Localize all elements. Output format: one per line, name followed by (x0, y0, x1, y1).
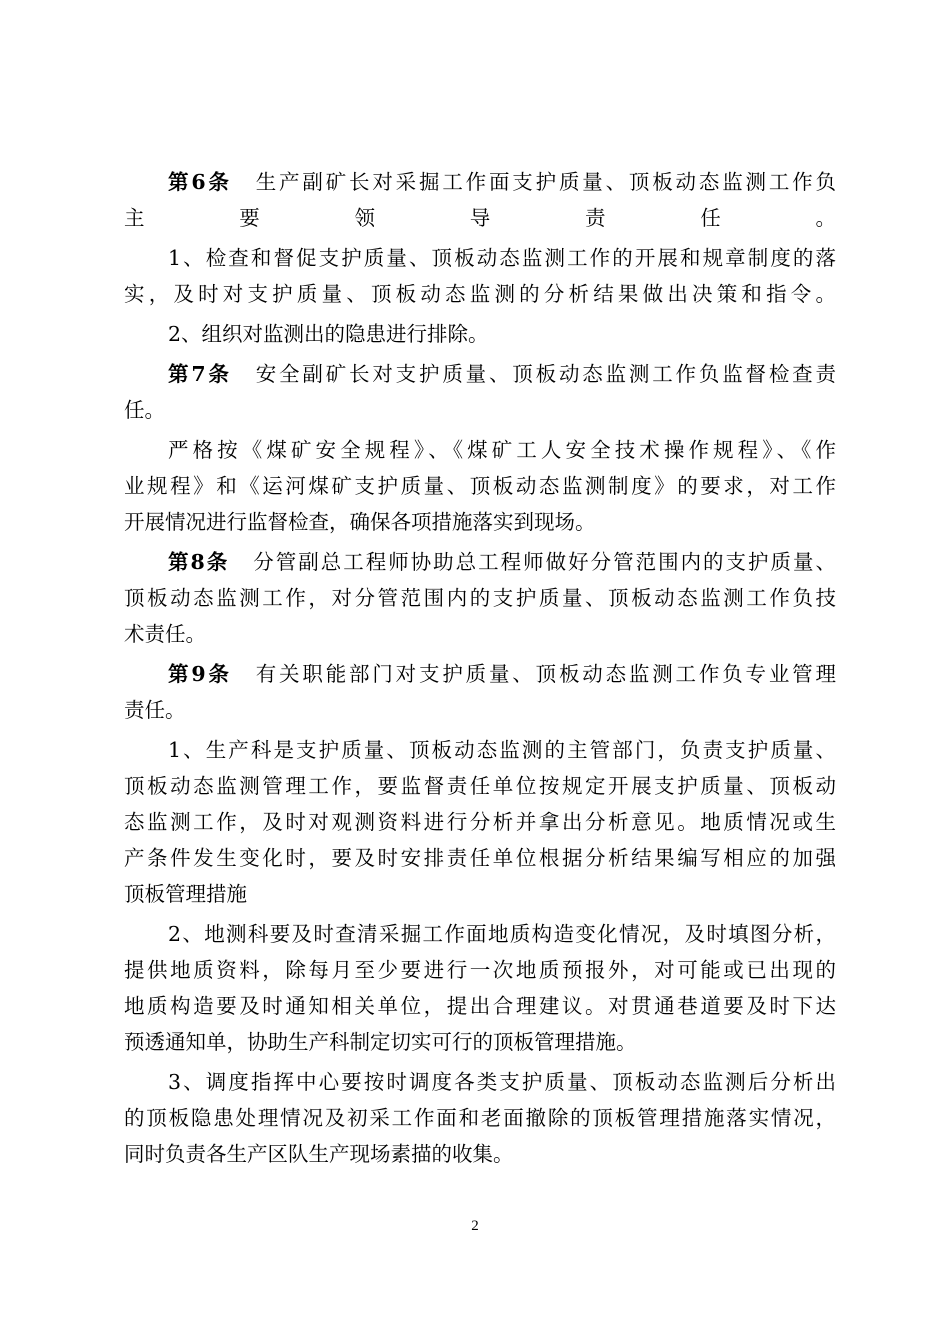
article-line (168, 548, 836, 576)
text-line (124, 880, 836, 908)
page-number: 2 (471, 1218, 479, 1234)
text-line (168, 320, 836, 348)
line-text: 顶板管理措施 (124, 882, 247, 906)
line-text: 分管副总工程师协助总工程师做好分管范围内的支护质量、 (253, 550, 837, 574)
line-text: 任。 (124, 398, 165, 422)
article-number: 第6条 (168, 170, 232, 194)
text-line (124, 620, 836, 648)
line-text: 提供地质资料，除每月至少要进行一次地质预报外，对可能或已出现的 (124, 958, 836, 982)
text-line (124, 956, 836, 984)
line-text: 业规程》和《运河煤矿支护质量、顶板动态监测制度》的要求，对工作 (124, 474, 836, 498)
text-line (124, 472, 836, 500)
line-text: 的顶板隐患处理情况及初采工作面和老面撤除的顶板管理措施落实情况， (124, 1106, 836, 1130)
text-line (124, 584, 836, 612)
line-text: 态监测工作，及时对观测资料进行分析并拿出分析意见。地质情况或生 (124, 810, 836, 834)
article-line (168, 168, 836, 196)
line-text: 同时负责各生产区队生产现场素描的收集。 (124, 1142, 514, 1166)
line-text: 2、地测科要及时查清采掘工作面地质构造变化情况，及时填图分析， (168, 922, 836, 946)
line-text: 产条件发生变化时，要及时安排责任单位根据分析结果编写相应的加强 (124, 846, 836, 870)
line-text: 主要领导责任。 (124, 206, 836, 230)
text-line (124, 992, 836, 1020)
line-text: 实，及时对支护质量、顶板动态监测的分析结果做出决策和指令。 (124, 282, 836, 306)
text-line (168, 1068, 836, 1096)
line-text: 有关职能部门对支护质量、顶板动态监测工作负专业管理 (255, 662, 836, 686)
text-line (124, 696, 836, 724)
text-line (124, 280, 836, 308)
line-text: 顶板动态监测工作，对分管范围内的支护质量、顶板动态监测工作负技 (124, 586, 836, 610)
text-line (124, 772, 836, 800)
text-line (124, 1028, 836, 1056)
line-text: 生产副矿长对采掘工作面支护质量、顶板动态监测工作负 (255, 170, 836, 194)
article-line (168, 660, 836, 688)
line-text: 顶板动态监测管理工作，要监督责任单位按规定开展支护质量、顶板动 (124, 774, 836, 798)
article-number: 第9条 (168, 662, 232, 686)
text-line (124, 508, 836, 536)
text-line (168, 736, 836, 764)
text-line (124, 844, 836, 872)
text-line (124, 808, 836, 836)
line-text: 术责任。 (124, 622, 206, 646)
line-text: 2、组织对监测出的隐患进行排除。 (168, 322, 489, 346)
line-text: 开展情况进行监督检查，确保各项措施落实到现场。 (124, 510, 596, 534)
line-text: 1、生产科是支护质量、顶板动态监测的主管部门，负责支护质量、 (168, 738, 836, 762)
article-number: 第8条 (168, 550, 230, 574)
text-line (124, 1104, 836, 1132)
text-line (124, 1140, 836, 1168)
line-text: 地质构造要及时通知相关单位，提出合理建议。对贯通巷道要及时下达 (124, 994, 836, 1018)
article-number: 第7条 (168, 362, 232, 386)
line-text: 责任。 (124, 698, 186, 722)
text-line (124, 396, 836, 424)
text-line (168, 920, 836, 948)
text-line (124, 204, 836, 232)
text-line (168, 436, 836, 464)
text-line (168, 244, 836, 272)
line-text: 预透通知单，协助生产科制定切实可行的顶板管理措施。 (124, 1030, 637, 1054)
line-text: 安全副矿长对支护质量、顶板动态监测工作负监督检查责 (255, 362, 836, 386)
line-text: 1、检查和督促支护质量、顶板动态监测工作的开展和规章制度的落 (168, 246, 836, 270)
article-line (168, 360, 836, 388)
line-text: 3、调度指挥中心要按时调度各类支护质量、顶板动态监测后分析出 (168, 1070, 836, 1094)
line-text: 严格按《煤矿安全规程》、《煤矿工人安全技术操作规程》、《作 (168, 438, 836, 462)
